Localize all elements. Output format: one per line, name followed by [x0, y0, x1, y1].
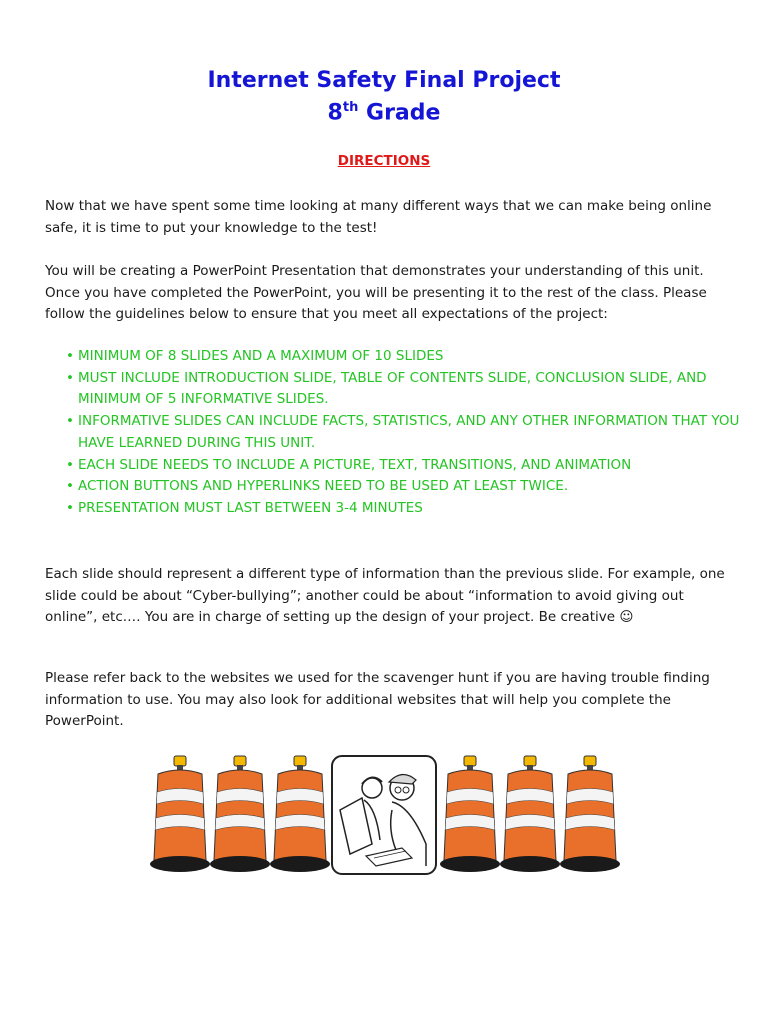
list-item	[66, 411, 746, 454]
bullet-icon: •	[66, 369, 74, 386]
task-paragraph: You will be creating a PowerPoint Presentation that demonstrates your understanding of this unit. Once you have completed the PowerPoint, you will be presenting it to the rest of the class. Please follow the guidelines below to ensure that you meet all expectations of the project:	[45, 263, 707, 323]
grade-word: Grade	[366, 100, 441, 126]
page-title: Internet Safety Final Project	[207, 68, 561, 93]
guideline-text: INFORMATIVE SLIDES CAN INCLUDE FACTS, STATISTICS, AND ANY OTHER INFORMATION THAT YOU HAVE LEARNED DURING THIS UNIT.	[78, 413, 740, 451]
barrel-icon	[270, 756, 330, 872]
barrel-icon	[560, 756, 620, 872]
construction-illustration	[140, 750, 620, 880]
bullet-icon: •	[66, 499, 74, 516]
refer-paragraph: Please refer back to the websites we used for the scavenger hunt if you are having trouble finding information to use. You may also look for additional websites that will help you complete the PowerPoint.	[45, 670, 710, 730]
guidelines-list	[66, 346, 746, 520]
list-item	[66, 455, 746, 477]
bullet-icon: •	[66, 456, 74, 473]
barrel-icon	[150, 756, 210, 872]
list-item	[66, 346, 746, 368]
computer-users-icon	[332, 756, 436, 874]
guideline-text: EACH SLIDE NEEDS TO INCLUDE A PICTURE, TEXT, TRANSITIONS, AND ANIMATION	[78, 456, 632, 473]
guideline-text: PRESENTATION MUST LAST BETWEEN 3-4 MINUTES	[78, 499, 423, 516]
barrel-icon	[440, 756, 500, 872]
grade-number: 8	[327, 100, 343, 126]
guideline-text: ACTION BUTTONS AND HYPERLINKS NEED TO BE USED AT LEAST TWICE.	[78, 478, 569, 495]
grade-suffix: th	[342, 100, 359, 115]
list-item	[66, 498, 746, 520]
bullet-icon: •	[66, 413, 74, 430]
bullet-icon: •	[66, 348, 74, 364]
slides-paragraph: Each slide should represent a different type of information than the previous slide. For example, one slide could be about “Cyber-bullying”; another could be about “information to avoid giving out online”, etc.… You are in charge of setting up the design of your project. Be creative ☺	[45, 566, 725, 626]
grade-subtitle	[0, 100, 768, 125]
intro-paragraph: Now that we have spent some time looking at many different ways that we can make being online safe, it is time to put your knowledge to the test!	[45, 198, 712, 236]
barrel-icon	[210, 756, 270, 872]
directions-heading: DIRECTIONS	[337, 153, 431, 169]
bullet-icon: •	[66, 478, 74, 495]
barrel-icon	[500, 756, 560, 872]
list-item	[66, 368, 746, 411]
list-item	[66, 476, 746, 498]
guideline-text: MUST INCLUDE INTRODUCTION SLIDE, TABLE OF CONTENTS SLIDE, CONCLUSION SLIDE, AND MINIMUM OF 5 INFORMATIVE SLIDES.	[78, 369, 707, 408]
guideline-text: MINIMUM OF 8 SLIDES AND A MAXIMUM OF 10 SLIDES	[78, 348, 444, 364]
